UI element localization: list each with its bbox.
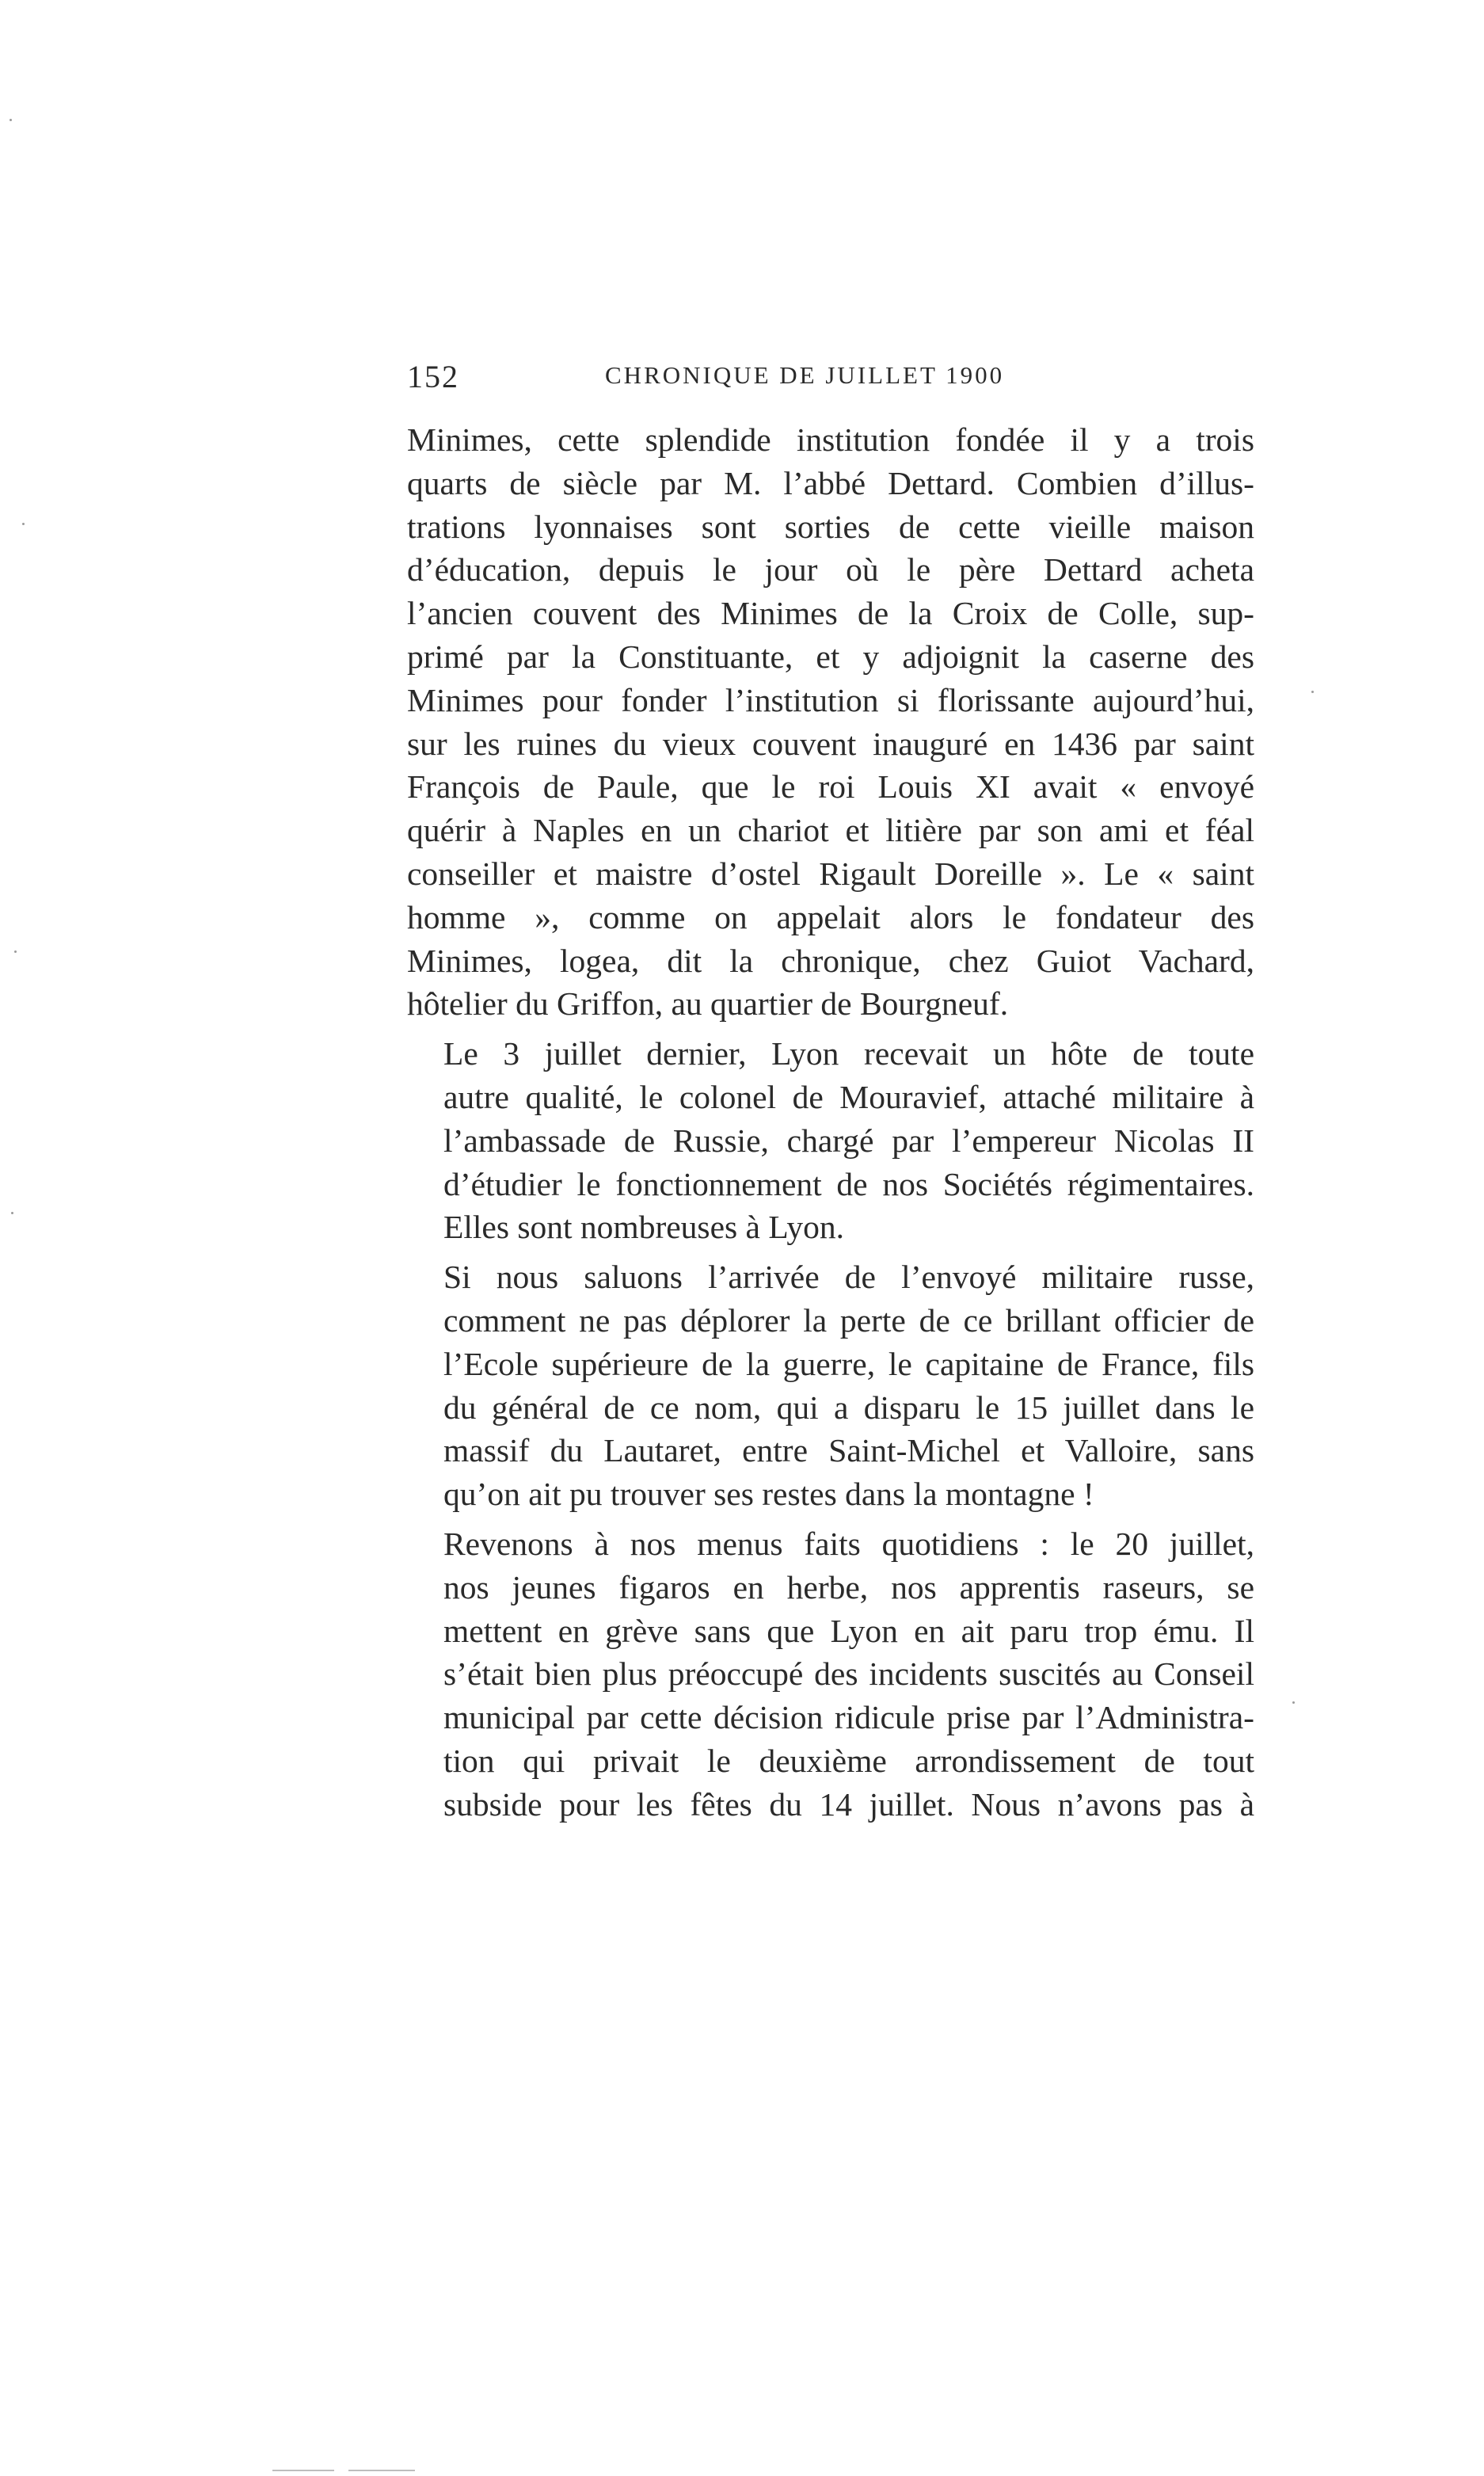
text-line: conseiller et maistre d’ostel Rigault Doreille ». Le « saint: [407, 855, 1254, 892]
text-line: hôtelier du Griffon, au quartier de Bourgneuf.: [407, 985, 1009, 1023]
paragraph: [407, 1032, 1254, 1249]
scan-speck: [11, 1212, 13, 1214]
text-line: comment ne pas déplorer la perte de ce brillant officier de: [443, 1301, 1254, 1339]
text-line: Elles sont nombreuses à Lyon.: [443, 1209, 845, 1246]
scan-speck: [1292, 1701, 1295, 1704]
text-line: l’ancien couvent des Minimes de la Croix de Colle, sup-: [407, 595, 1254, 632]
text-line: Le 3 juillet dernier, Lyon recevait un hôte de toute: [443, 1035, 1254, 1072]
text-line: d’étudier le fonctionnement de nos Sociétés régimentaires.: [443, 1165, 1254, 1202]
text-line: trations lyonnaises sont sorties de cette vieille maison: [407, 508, 1254, 545]
text-line: l’Ecole supérieure de la guerre, le capitaine de France, fils: [443, 1345, 1254, 1382]
text-line: François de Paule, que le roi Louis XI avait « envoyé: [407, 768, 1254, 806]
text-line: quarts de siècle par M. l’abbé Dettard. Combien d’illus-: [407, 464, 1254, 501]
body-text: [407, 418, 1254, 1827]
text-line: qu’on ait pu trouver ses restes dans la montagne !: [443, 1476, 1094, 1513]
text-line: quérir à Naples en un chariot et litière par son ami et féal: [407, 812, 1254, 849]
text-line: sur les ruines du vieux couvent inauguré en 1436 par saint: [407, 725, 1254, 762]
scan-speck: [14, 950, 17, 953]
scan-speck: [22, 523, 25, 525]
footer-rule: [348, 2470, 415, 2471]
text-line: tion qui privait le deuxième arrondissement de tout: [443, 1742, 1254, 1779]
text-line: nos jeunes figaros en herbe, nos apprentis raseurs, se: [443, 1568, 1254, 1606]
text-line: subside pour les fêtes du 14 juillet. Nous n’avons pas à: [443, 1785, 1254, 1823]
text-line: mettent en grève sans que Lyon en ait paru trop ému. Il: [443, 1612, 1254, 1649]
text-line: l’ambassade de Russie, chargé par l’empereur Nicolas II: [443, 1122, 1254, 1159]
scan-speck: [10, 119, 12, 121]
text-line: Minimes pour fonder l’institution si florissante aujourd’hui,: [407, 681, 1254, 718]
running-title: CHRONIQUE DE JUILLET 1900: [605, 361, 1005, 389]
text-line: d’éducation, depuis le jour où le père Dettard acheta: [407, 551, 1254, 589]
scan-speck: [1311, 691, 1314, 693]
text-line: Minimes, cette splendide institution fondée il y a trois: [407, 421, 1254, 458]
text-line: Minimes, logea, dit la chronique, chez Guiot Vachard,: [407, 942, 1254, 979]
text-line: massif du Lautaret, entre Saint-Michel et Valloire, sans: [443, 1432, 1254, 1469]
text-line: primé par la Constituante, et y adjoignit la caserne des: [407, 638, 1254, 675]
text-line: homme », comme on appelait alors le fondateur des: [407, 898, 1254, 935]
running-head: [407, 358, 1254, 406]
text-line: du général de ce nom, qui a disparu le 15 juillet dans le: [443, 1388, 1254, 1426]
text-line: s’était bien plus préoccupé des incidents suscités au Conseil: [443, 1655, 1254, 1693]
paragraph: [407, 418, 1254, 1026]
text-line: autre qualité, le colonel de Mouravief, attaché militaire à: [443, 1078, 1254, 1115]
text-line: Si nous saluons l’arrivée de l’envoyé militaire russe,: [443, 1259, 1254, 1296]
page-number: 152: [407, 359, 459, 394]
paragraph: [407, 1522, 1254, 1827]
paragraph: [407, 1255, 1254, 1516]
text-line: Revenons à nos menus faits quotidiens : le 20 juillet,: [443, 1525, 1254, 1562]
footer-rule: [272, 2470, 334, 2471]
text-line: municipal par cette décision ridicule prise par l’Administra-: [443, 1699, 1254, 1736]
